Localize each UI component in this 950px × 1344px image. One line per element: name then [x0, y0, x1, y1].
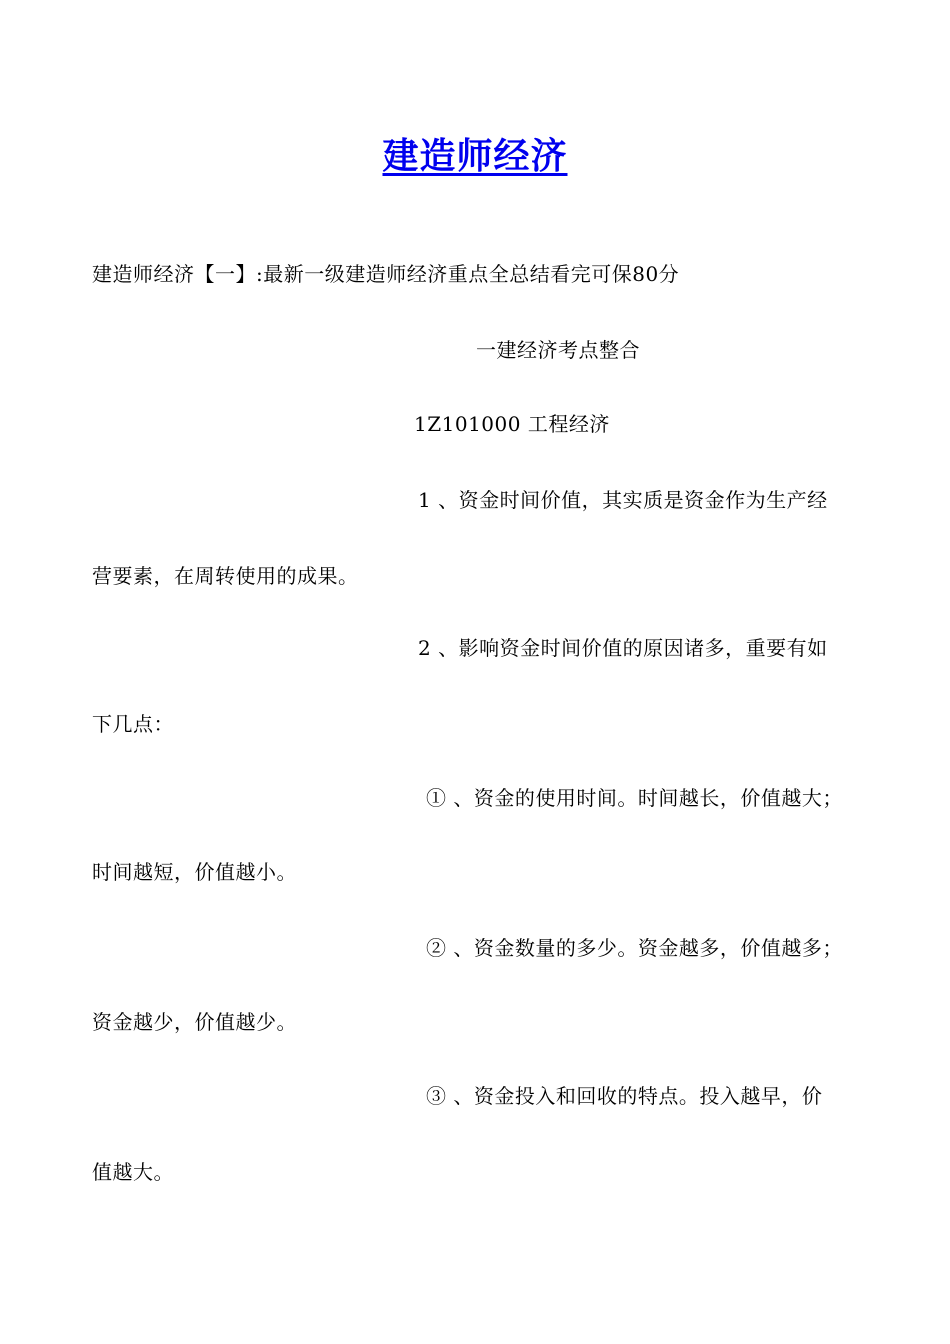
paragraph-1-first-line: 1 、资金时间价值，其实质是资金作为生产经	[418, 488, 828, 512]
document-heading: 一建经济考点整合	[476, 338, 640, 362]
paragraph-3-continuation: 时间越短，价值越小。	[92, 860, 297, 884]
paragraph-5-continuation: 值越大。	[92, 1160, 174, 1184]
document-title-link[interactable]: 建造师经济	[382, 136, 568, 177]
paragraph-2-first-line: 2 、影响资金时间价值的原因诸多，重要有如	[418, 636, 828, 660]
paragraph-1-continuation: 营要素，在周转使用的成果。	[92, 564, 359, 588]
paragraph-2-continuation: 下几点：	[92, 712, 174, 736]
paragraph-4-first-line: ② 、资金数量的多少。资金越多，价值越多；	[426, 936, 843, 960]
section-heading: 1Z101000 工程经济	[414, 412, 610, 436]
paragraph-4-continuation: 资金越少，价值越少。	[92, 1010, 297, 1034]
document-subtitle: 建造师经济【一】:最新一级建造师经济重点全总结看完可保80分	[92, 262, 680, 286]
paragraph-5-first-line: ③ 、资金投入和回收的特点。投入越早，价	[426, 1084, 823, 1108]
paragraph-3-first-line: ① 、资金的使用时间。时间越长，价值越大；	[426, 786, 843, 810]
